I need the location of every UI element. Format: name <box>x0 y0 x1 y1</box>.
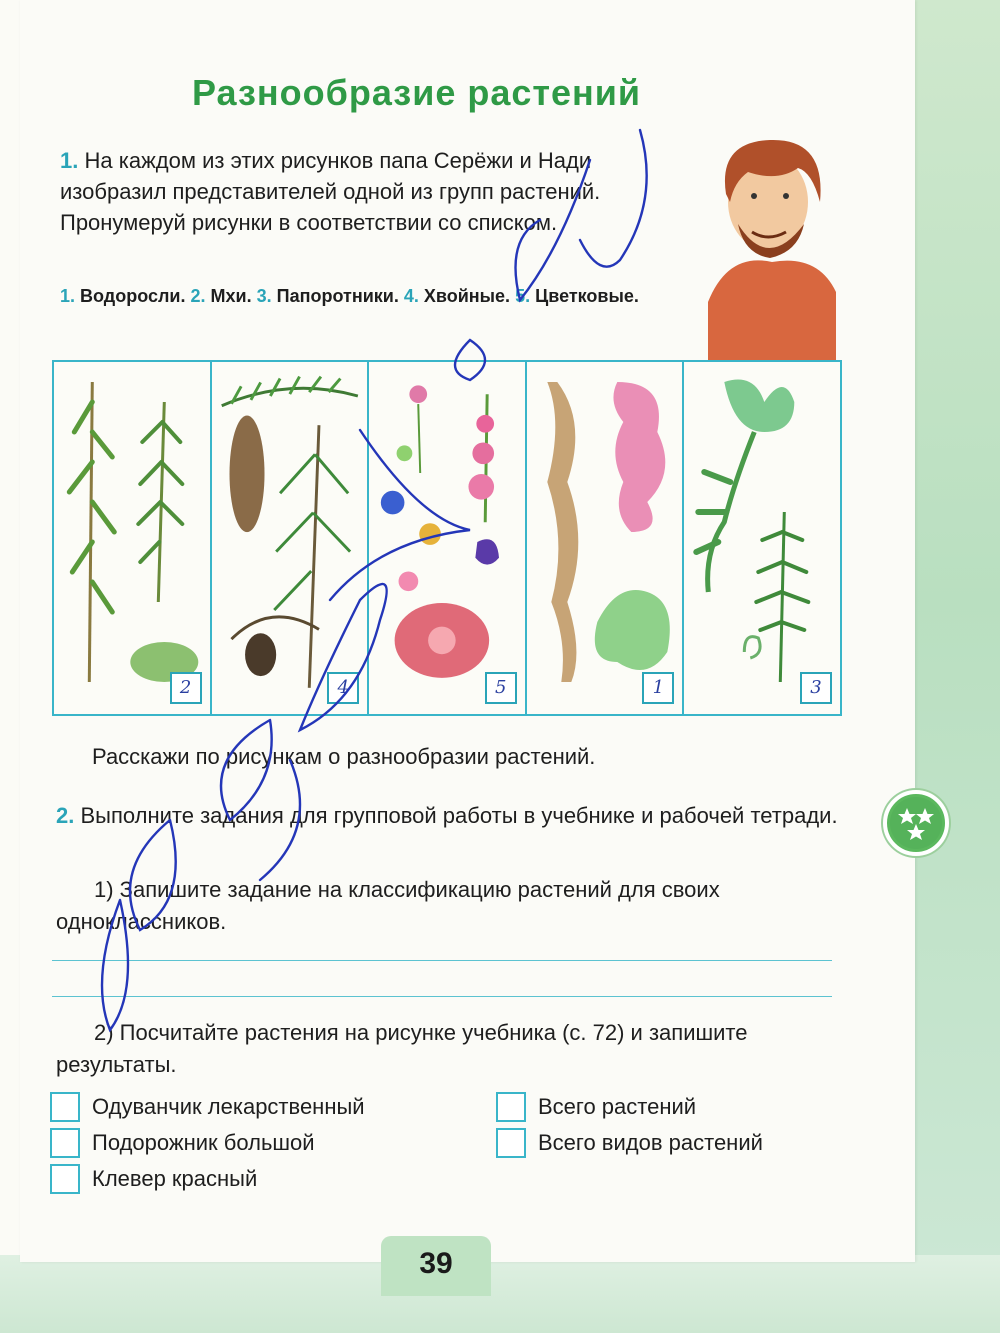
count-box[interactable] <box>50 1128 80 1158</box>
count-box[interactable] <box>496 1092 526 1122</box>
count-box[interactable] <box>50 1164 80 1194</box>
group-name: Хвойные. <box>423 286 511 306</box>
count-box[interactable] <box>50 1092 80 1122</box>
count-row <box>50 1092 365 1122</box>
group-num: 1. <box>60 286 76 306</box>
writing-line[interactable] <box>52 996 832 997</box>
group-name: Мхи. <box>210 286 252 306</box>
count-label: Подорожник большой <box>92 1130 315 1155</box>
group-num: 4. <box>403 286 419 306</box>
subtask-2: 2) Посчитайте растения на рисунке учебника (с. 72) и запишите результаты. <box>56 1020 748 1077</box>
fern-drawing <box>684 362 840 714</box>
count-label: Одуванчик лекарственный <box>92 1094 365 1119</box>
algae-drawing <box>527 362 683 714</box>
flowering-drawing <box>369 362 525 714</box>
count-label: Всего растений <box>538 1094 697 1119</box>
answer-box[interactable]: 2 <box>170 672 202 704</box>
panel-conifers <box>212 362 370 714</box>
answer-box[interactable]: 5 <box>485 672 517 704</box>
moss-drawing <box>54 362 210 714</box>
group-name: Водоросли. <box>80 286 186 306</box>
plant-panels <box>52 360 842 716</box>
group-name: Цветковые. <box>535 286 639 306</box>
group-num: 5. <box>515 286 531 306</box>
count-row <box>50 1164 257 1194</box>
task-1 <box>60 145 700 238</box>
group-name: Папоротники. <box>276 286 399 306</box>
count-box[interactable] <box>496 1128 526 1158</box>
count-label: Клевер красный <box>92 1166 258 1191</box>
father-illustration <box>708 132 836 360</box>
count-row <box>50 1128 315 1158</box>
page-title: Разнообразие растений <box>192 72 642 113</box>
answer-box[interactable]: 4 <box>327 672 359 704</box>
panel-ferns <box>684 362 840 714</box>
task-2-number: 2. <box>56 803 75 828</box>
answer-box[interactable]: 3 <box>800 672 832 704</box>
count-row <box>496 1092 696 1122</box>
task-1-number: 1. <box>60 148 79 173</box>
panel-flowering <box>369 362 527 714</box>
plant-group-list <box>60 283 700 310</box>
group-num: 2. <box>190 286 206 306</box>
writing-line[interactable] <box>52 960 832 961</box>
answer-box[interactable]: 1 <box>642 672 674 704</box>
panel-mosses <box>54 362 212 714</box>
subtask-1: 1) Запишите задание на классификацию растений для своих одноклассников. <box>56 877 720 934</box>
count-label: Всего видов растений <box>538 1130 763 1155</box>
page-number: 39 <box>381 1236 491 1296</box>
caption: Расскажи по рисункам о разнообразии растений. <box>92 744 596 769</box>
group-work-badge-icon <box>883 790 949 856</box>
page-bottom-green <box>0 1255 1000 1333</box>
panel-algae <box>527 362 685 714</box>
task-2-text: Выполните задания для групповой работы в учебнике и рабочей тетради. <box>80 803 838 828</box>
task-1-text: На каждом из этих рисунков папа Серёжи и Нади изобразил представителей одной из групп растений. Пронумеруй рисунки в соответствии со списком. <box>60 148 601 235</box>
task-2 <box>56 800 846 831</box>
conifer-drawing <box>212 362 368 714</box>
count-row <box>496 1128 763 1158</box>
group-num: 3. <box>256 286 272 306</box>
